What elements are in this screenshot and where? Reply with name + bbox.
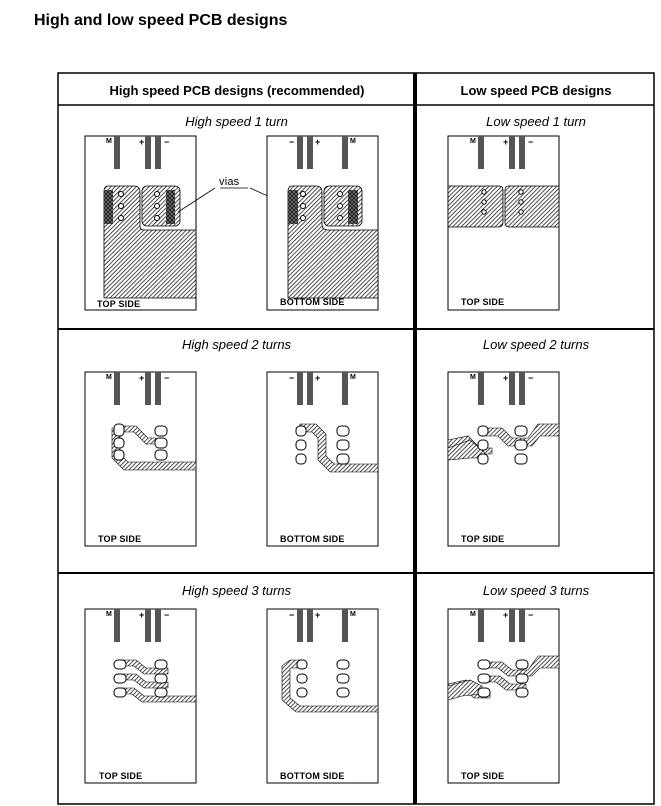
pin-plus-label: + (503, 610, 509, 620)
pin-m-label: M (350, 611, 357, 618)
board-bottom-hs3 (267, 609, 378, 783)
top-side-label: TOP SIDE (461, 297, 505, 307)
board-bottom-hs2 (267, 372, 378, 546)
board-top-hs1 (85, 136, 196, 310)
bottom-side-label: BOTTOM SIDE (280, 297, 345, 307)
pin-plus-label: + (315, 137, 321, 147)
board-top-hs3 (85, 609, 196, 783)
bottom-side-label: BOTTOM SIDE (280, 534, 345, 544)
caption-low-speed-2-turns: Low speed 2 turns (482, 337, 590, 352)
pin-m-label: M (470, 374, 477, 381)
pin-minus-label: − (528, 373, 534, 383)
pin-minus-label: − (164, 373, 170, 383)
board-bottom-hs1 (267, 136, 378, 310)
header-high-speed: High speed PCB designs (recommended) (109, 82, 365, 98)
pin-plus-label: + (315, 610, 321, 620)
pin-m-label: M (106, 138, 113, 145)
pin-minus-label: − (289, 373, 295, 383)
pin-plus-label: + (139, 610, 145, 620)
page-title: High and low speed PCB designs (34, 12, 288, 29)
caption-low-speed-1-turn: Low speed 1 turn (486, 114, 586, 129)
vias-label: vias (219, 176, 240, 188)
top-side-label: TOP SIDE (98, 534, 142, 544)
caption-high-speed-1-turn: High speed 1 turn (185, 114, 288, 129)
pin-m-label: M (350, 374, 357, 381)
pin-minus-label: − (528, 137, 534, 147)
bottom-side-label: BOTTOM SIDE (280, 771, 345, 781)
board-top-ls3 (448, 609, 559, 783)
header-low-speed: Low speed PCB designs (460, 82, 612, 98)
pin-minus-label: − (289, 137, 295, 147)
pin-plus-label: + (139, 373, 145, 383)
pin-plus-label: + (315, 373, 321, 383)
pin-m-label: M (106, 611, 113, 618)
top-side-label: TOP SIDE (461, 534, 505, 544)
top-side-label: TOP SIDE (461, 771, 505, 781)
board-top-hs2 (85, 372, 196, 546)
top-side-label: TOP SIDE (97, 299, 141, 309)
pin-minus-label: − (289, 610, 295, 620)
caption-high-speed-3-turns: High speed 3 turns (181, 583, 292, 598)
pin-m-label: M (350, 138, 357, 145)
pin-minus-label: − (164, 137, 170, 147)
pin-plus-label: + (503, 137, 509, 147)
pin-minus-label: − (528, 610, 534, 620)
board-top-ls2 (448, 372, 559, 546)
caption-low-speed-3-turns: Low speed 3 turns (482, 583, 590, 598)
pin-m-label: M (470, 138, 477, 145)
pin-plus-label: + (503, 373, 509, 383)
pin-m-label: M (106, 374, 113, 381)
pin-m-label: M (470, 611, 477, 618)
top-side-label: TOP SIDE (99, 771, 143, 781)
pin-minus-label: − (164, 610, 170, 620)
pin-plus-label: + (139, 137, 145, 147)
caption-high-speed-2-turns: High speed 2 turns (181, 337, 292, 352)
board-top-ls1 (448, 136, 559, 310)
